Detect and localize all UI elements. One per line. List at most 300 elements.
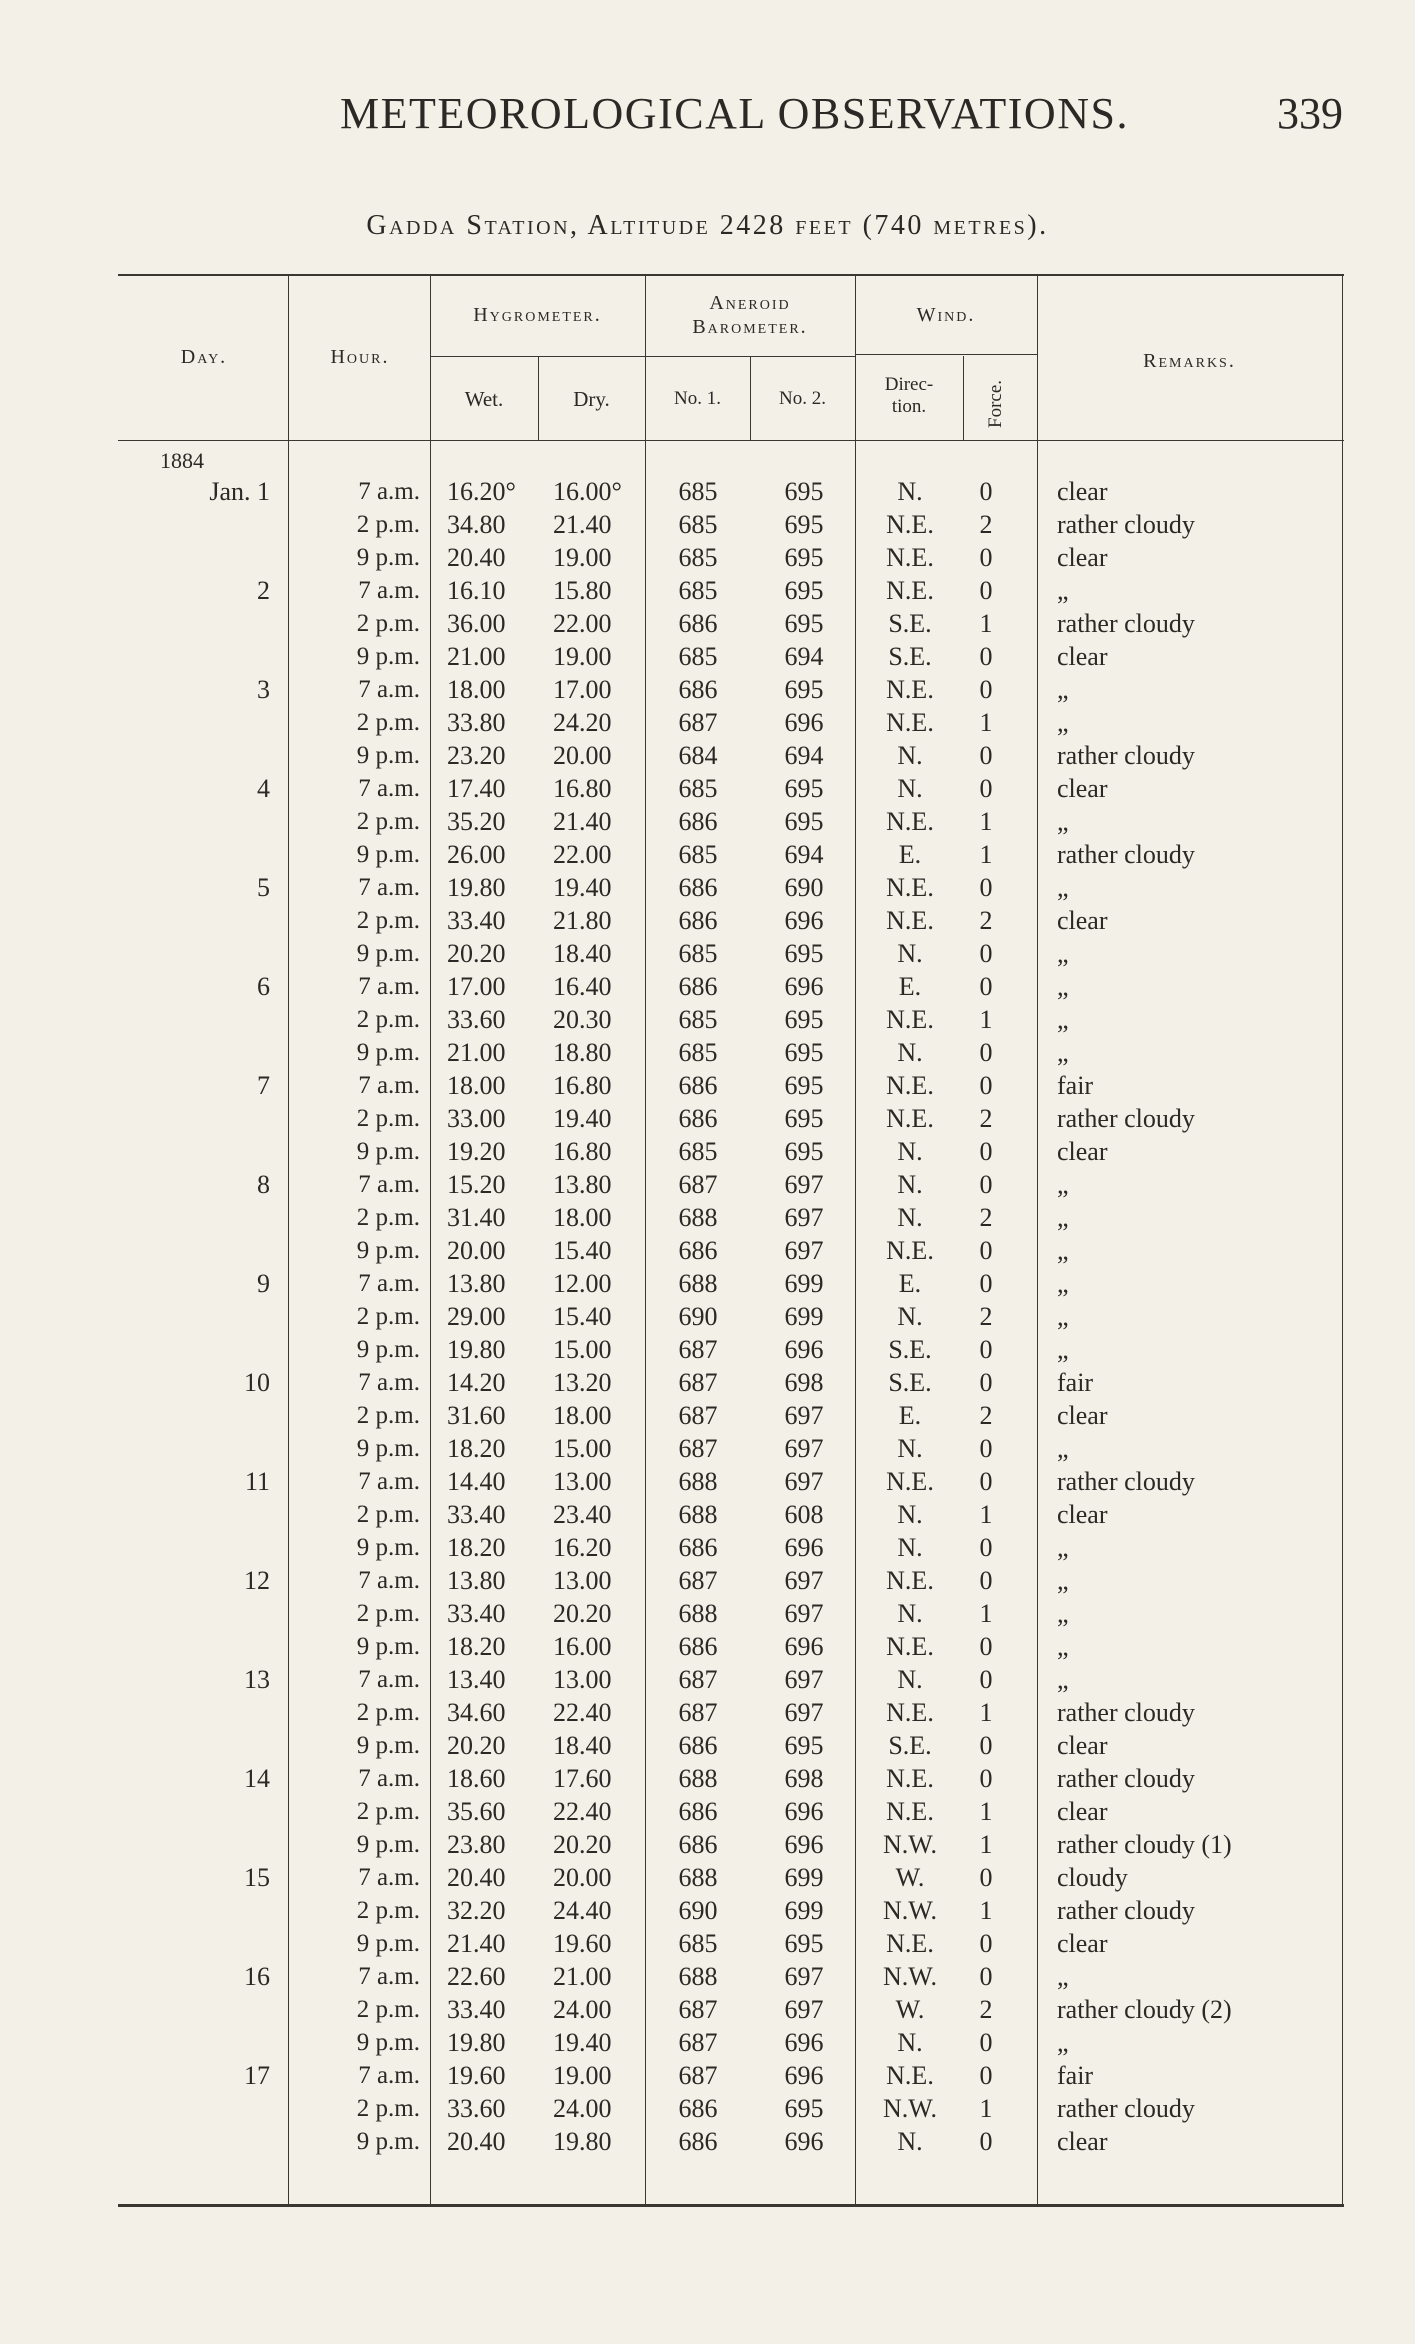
remarks-cell: clear (1057, 774, 1108, 803)
wind-force-cell: 2 (979, 510, 993, 539)
wind-direction-cell: N.E. (886, 2061, 934, 2090)
wind-force-cell: 2 (979, 1995, 993, 2024)
remarks-cell: clear (1057, 1731, 1108, 1760)
table-row (0, 1300, 1415, 1333)
wind-direction-cell: N. (897, 1203, 923, 1232)
remarks-cell: rather cloudy (1057, 2094, 1195, 2123)
wet-bulb-cell: 22.60 (447, 1962, 506, 1991)
wet-bulb-cell: 19.80 (447, 873, 506, 902)
wind-direction-cell: N. (897, 774, 923, 803)
day-cell: 14 (244, 1764, 270, 1793)
table-row (0, 1366, 1415, 1399)
wet-bulb-cell: 18.20 (447, 1632, 506, 1661)
hour-cell: 7 a.m. (358, 874, 420, 901)
barometer-no2-cell: 696 (784, 1632, 824, 1661)
barometer-no1-cell: 685 (678, 576, 718, 605)
wind-direction-cell: N.E. (886, 576, 934, 605)
day-cell (120, 1795, 270, 1828)
wind-direction-cell: N. (897, 2127, 923, 2156)
barometer-no1-cell: 685 (678, 1929, 718, 1958)
barometer-no2-cell: 695 (784, 1005, 824, 1034)
wet-bulb-cell: 26.00 (447, 840, 506, 869)
day-cell (120, 1597, 270, 1630)
barometer-no2-cell: 696 (784, 1335, 824, 1364)
wind-direction-cell: N. (897, 939, 923, 968)
wind-direction-cell: N.E. (886, 1698, 934, 1727)
wind-force-cell: 1 (979, 1797, 993, 1826)
barometer-no2-cell: 695 (784, 543, 824, 572)
wind-force-cell: 2 (979, 1401, 993, 1430)
dry-bulb-cell: 13.00 (553, 1566, 612, 1595)
table-row (0, 805, 1415, 838)
dry-bulb-cell: 16.20 (553, 1533, 612, 1562)
table-row (0, 1828, 1415, 1861)
wind-direction-cell: N. (897, 477, 923, 506)
wet-bulb-cell: 20.40 (447, 1863, 506, 1892)
barometer-no2-cell: 696 (784, 1830, 824, 1859)
barometer-no1-cell: 687 (678, 1434, 718, 1463)
barometer-no1-cell: 686 (678, 1533, 718, 1562)
header-wet: Wet. (464, 387, 504, 411)
wet-bulb-cell: 17.00 (447, 972, 506, 1001)
barometer-no2-cell: 694 (784, 840, 824, 869)
hour-cell: 7 a.m. (358, 1072, 420, 1099)
barometer-no1-cell: 686 (678, 972, 718, 1001)
wind-force-cell: 0 (979, 1269, 993, 1298)
wet-bulb-cell: 21.40 (447, 1929, 506, 1958)
day-cell (120, 541, 270, 574)
remarks-cell: „ (1057, 939, 1069, 968)
barometer-no1-cell: 688 (678, 1863, 718, 1892)
wind-force-cell: 0 (979, 1764, 993, 1793)
day-cell (120, 2092, 270, 2125)
running-title: METEOROLOGICAL OBSERVATIONS. (340, 89, 1129, 138)
day-cell (120, 1993, 270, 2026)
table-row (0, 1234, 1415, 1267)
wet-bulb-cell: 29.00 (447, 1302, 506, 1331)
wet-bulb-cell: 23.80 (447, 1830, 506, 1859)
day-cell (120, 1399, 270, 1432)
barometer-no2-cell: 698 (784, 1368, 824, 1397)
remarks-cell: clear (1057, 1401, 1108, 1430)
barometer-no2-cell: 697 (784, 1665, 824, 1694)
dry-bulb-cell: 20.30 (553, 1005, 612, 1034)
header-day: Day. (180, 346, 228, 368)
wind-direction-cell: N.E. (886, 807, 934, 836)
remarks-cell: clear (1057, 1500, 1108, 1529)
barometer-no1-cell: 686 (678, 2094, 718, 2123)
remarks-cell: fair (1057, 2061, 1094, 2090)
dry-bulb-cell: 15.40 (553, 1302, 612, 1331)
hour-cell: 9 p.m. (356, 2029, 420, 2056)
dry-bulb-cell: 21.00 (553, 1962, 612, 1991)
day-cell: 11 (244, 1467, 270, 1496)
remarks-cell: „ (1057, 1665, 1069, 1694)
remarks-cell: „ (1057, 1566, 1069, 1595)
wind-force-cell: 0 (979, 2061, 993, 2090)
wind-direction-cell: S.E. (888, 1335, 932, 1364)
table-row (0, 1399, 1415, 1432)
table-row (0, 1993, 1415, 2026)
dry-bulb-cell: 20.00 (553, 1863, 612, 1892)
hour-cell: 2 p.m. (356, 1204, 420, 1231)
hour-cell: 7 a.m. (358, 676, 420, 703)
wind-direction-cell: N.E. (886, 1071, 934, 1100)
wind-direction-cell: N.W. (883, 1896, 937, 1925)
wind-force-cell: 1 (979, 609, 993, 638)
barometer-no2-cell: 695 (784, 576, 824, 605)
day-cell (120, 1300, 270, 1333)
barometer-no1-cell: 688 (678, 1203, 718, 1232)
dry-bulb-cell: 20.20 (553, 1830, 612, 1859)
wind-direction-cell: N.W. (883, 1830, 937, 1859)
barometer-no2-cell: 697 (784, 1566, 824, 1595)
remarks-cell: clear (1057, 543, 1108, 572)
remarks-cell: clear (1057, 906, 1108, 935)
barometer-no2-cell: 696 (784, 708, 824, 737)
wind-force-cell: 1 (979, 807, 993, 836)
wind-direction-cell: W. (895, 1995, 925, 2024)
table-row (0, 607, 1415, 640)
barometer-no1-cell: 686 (678, 906, 718, 935)
hour-cell: 9 p.m. (356, 2128, 420, 2155)
hour-cell: 7 a.m. (358, 1171, 420, 1198)
hour-cell: 2 p.m. (356, 1501, 420, 1528)
day-cell (120, 1036, 270, 1069)
wind-direction-cell: N.E. (886, 1632, 934, 1661)
dry-bulb-cell: 24.00 (553, 2094, 612, 2123)
day-cell (120, 706, 270, 739)
wind-force-cell: 0 (979, 576, 993, 605)
hour-cell: 2 p.m. (356, 1699, 420, 1726)
barometer-no2-cell: 697 (784, 1401, 824, 1430)
barometer-no2-cell: 696 (784, 906, 824, 935)
dry-bulb-cell: 16.80 (553, 774, 612, 803)
wind-force-cell: 1 (979, 2094, 993, 2123)
table-row (0, 673, 1415, 706)
wet-bulb-cell: 19.60 (447, 2061, 506, 2090)
dry-bulb-cell: 17.60 (553, 1764, 612, 1793)
day-cell (120, 904, 270, 937)
day-cell: 15 (244, 1863, 270, 1892)
wet-bulb-cell: 19.20 (447, 1137, 506, 1166)
wind-force-cell: 0 (979, 642, 993, 671)
wet-bulb-cell: 33.40 (447, 1995, 506, 2024)
wind-direction-cell: S.E. (888, 1368, 932, 1397)
day-cell: 17 (244, 2061, 270, 2090)
table-row (0, 2092, 1415, 2125)
wind-force-cell: 0 (979, 1368, 993, 1397)
dry-bulb-cell: 12.00 (553, 1269, 612, 1298)
hour-cell: 2 p.m. (356, 1303, 420, 1330)
day-cell: Jan. 1 (209, 477, 270, 506)
remarks-cell: fair (1057, 1071, 1094, 1100)
year-label: 1884 (160, 448, 204, 473)
day-cell (120, 1531, 270, 1564)
barometer-no2-cell: 696 (784, 972, 824, 1001)
wet-bulb-cell: 35.20 (447, 807, 506, 836)
dry-bulb-cell: 19.80 (553, 2127, 612, 2156)
barometer-no1-cell: 687 (678, 1665, 718, 1694)
barometer-no1-cell: 687 (678, 1698, 718, 1727)
wind-direction-cell: N.E. (886, 675, 934, 704)
barometer-no1-cell: 686 (678, 1830, 718, 1859)
wet-bulb-cell: 13.80 (447, 1566, 506, 1595)
wet-bulb-cell: 20.40 (447, 2127, 506, 2156)
wind-force-cell: 0 (979, 1566, 993, 1595)
wet-bulb-cell: 18.00 (447, 675, 506, 704)
hour-cell: 9 p.m. (356, 841, 420, 868)
barometer-no2-cell: 699 (784, 1896, 824, 1925)
remarks-cell: rather cloudy (2) (1057, 1995, 1232, 2024)
dry-bulb-cell: 18.00 (553, 1401, 612, 1430)
wet-bulb-cell: 18.60 (447, 1764, 506, 1793)
table-row (0, 772, 1415, 805)
hour-cell: 7 a.m. (358, 577, 420, 604)
remarks-cell: „ (1057, 576, 1069, 605)
dry-bulb-cell: 16.40 (553, 972, 612, 1001)
remarks-cell: rather cloudy (1057, 609, 1195, 638)
remarks-cell: „ (1057, 1434, 1069, 1463)
wind-direction-cell: N. (897, 1137, 923, 1166)
barometer-no2-cell: 696 (784, 1533, 824, 1562)
day-cell: 16 (244, 1962, 270, 1991)
wet-bulb-cell: 33.40 (447, 906, 506, 935)
remarks-cell: „ (1057, 1599, 1069, 1628)
wind-force-cell: 0 (979, 1467, 993, 1496)
barometer-no1-cell: 687 (678, 708, 718, 737)
wind-direction-cell: N. (897, 741, 923, 770)
hour-cell: 2 p.m. (356, 907, 420, 934)
dry-bulb-cell: 23.40 (553, 1500, 612, 1529)
table-row (0, 871, 1415, 904)
barometer-no2-cell: 697 (784, 1467, 824, 1496)
barometer-no1-cell: 685 (678, 939, 718, 968)
barometer-no1-cell: 688 (678, 1269, 718, 1298)
barometer-no1-cell: 686 (678, 1632, 718, 1661)
day-cell (120, 2125, 270, 2158)
wet-bulb-cell: 13.40 (447, 1665, 506, 1694)
wet-bulb-cell: 18.00 (447, 1071, 506, 1100)
barometer-no2-cell: 695 (784, 1929, 824, 1958)
header-no2: No. 2. (779, 388, 826, 409)
hour-cell: 9 p.m. (356, 1237, 420, 1264)
wind-force-cell: 1 (979, 1896, 993, 1925)
barometer-no1-cell: 685 (678, 1005, 718, 1034)
hour-cell: 2 p.m. (356, 2095, 420, 2122)
day-cell (120, 1696, 270, 1729)
hour-cell: 2 p.m. (356, 1897, 420, 1924)
remarks-cell: cloudy (1057, 1863, 1128, 1892)
wind-direction-cell: E. (898, 1269, 922, 1298)
remarks-cell: rather cloudy (1057, 741, 1195, 770)
wind-direction-cell: N. (897, 1500, 923, 1529)
table-row (0, 1069, 1415, 1102)
wind-force-cell: 0 (979, 2028, 993, 2057)
remarks-cell: clear (1057, 642, 1108, 671)
barometer-no1-cell: 685 (678, 477, 718, 506)
day-cell: 9 (257, 1269, 270, 1298)
barometer-no2-cell: 697 (784, 1236, 824, 1265)
barometer-no2-cell: 697 (784, 1599, 824, 1628)
barometer-no2-cell: 698 (784, 1764, 824, 1793)
barometer-no1-cell: 686 (678, 1104, 718, 1133)
hour-cell: 2 p.m. (356, 1798, 420, 1825)
remarks-cell: rather cloudy (1057, 1467, 1195, 1496)
table-bottom-rule (118, 2204, 1344, 2207)
remarks-cell: „ (1057, 2028, 1069, 2057)
wind-direction-cell: E. (898, 840, 922, 869)
dry-bulb-cell: 17.00 (553, 675, 612, 704)
table-row (0, 1102, 1415, 1135)
remarks-cell: „ (1057, 873, 1069, 902)
day-cell (120, 1201, 270, 1234)
wind-direction-cell: N.E. (886, 1005, 934, 1034)
table-row (0, 904, 1415, 937)
day-cell (120, 1234, 270, 1267)
wet-bulb-cell: 33.60 (447, 1005, 506, 1034)
dry-bulb-cell: 18.80 (553, 1038, 612, 1067)
wet-bulb-cell: 20.20 (447, 1731, 506, 1760)
page-header (0, 88, 1415, 148)
barometer-no1-cell: 686 (678, 675, 718, 704)
barometer-no2-cell: 695 (784, 477, 824, 506)
barometer-no1-cell: 685 (678, 774, 718, 803)
table-row (0, 2125, 1415, 2158)
remarks-cell: „ (1057, 708, 1069, 737)
table-row (0, 1168, 1415, 1201)
wind-force-cell: 0 (979, 1731, 993, 1760)
hour-cell: 7 a.m. (358, 1666, 420, 1693)
hour-cell: 9 p.m. (356, 1633, 420, 1660)
day-cell (120, 805, 270, 838)
barometer-no1-cell: 686 (678, 1731, 718, 1760)
wet-bulb-cell: 32.20 (447, 1896, 506, 1925)
wind-direction-cell: N.E. (886, 1566, 934, 1595)
day-cell (120, 1333, 270, 1366)
wind-direction-cell: N. (897, 1038, 923, 1067)
day-cell (120, 2026, 270, 2059)
dry-bulb-cell: 19.00 (553, 543, 612, 572)
day-cell: 3 (257, 675, 270, 704)
table-row (0, 1432, 1415, 1465)
day-cell (120, 1828, 270, 1861)
wind-direction-cell: N.E. (886, 1929, 934, 1958)
table-row (0, 1003, 1415, 1036)
table-row (0, 2059, 1415, 2092)
wind-direction-cell: N. (897, 2028, 923, 2057)
wind-direction-cell: N.E. (886, 543, 934, 572)
wet-bulb-cell: 23.20 (447, 741, 506, 770)
table-row (0, 937, 1415, 970)
table-row (0, 1861, 1415, 1894)
dry-bulb-cell: 19.00 (553, 2061, 612, 2090)
barometer-no1-cell: 685 (678, 1137, 718, 1166)
wind-direction-cell: N.W. (883, 1962, 937, 1991)
barometer-no1-cell: 685 (678, 1038, 718, 1067)
table-row (0, 574, 1415, 607)
page-number: 339 (1277, 89, 1343, 138)
dry-bulb-cell: 13.20 (553, 1368, 612, 1397)
hour-cell: 2 p.m. (356, 1006, 420, 1033)
table-row (0, 1927, 1415, 1960)
day-cell: 13 (244, 1665, 270, 1694)
dry-bulb-cell: 13.80 (553, 1170, 612, 1199)
dry-bulb-cell: 24.20 (553, 708, 612, 737)
wet-bulb-cell: 19.80 (447, 2028, 506, 2057)
wet-bulb-cell: 14.20 (447, 1368, 506, 1397)
header-dry: Dry. (573, 387, 610, 411)
remarks-cell: „ (1057, 1203, 1069, 1232)
table-row (0, 1630, 1415, 1663)
remarks-cell: „ (1057, 1269, 1069, 1298)
barometer-no2-cell: 690 (784, 873, 824, 902)
column-divider (963, 356, 964, 440)
wind-force-cell: 1 (979, 1830, 993, 1859)
day-cell (120, 1729, 270, 1762)
barometer-no2-cell: 696 (784, 2028, 824, 2057)
wind-direction-cell: N.W. (883, 2094, 937, 2123)
barometer-no1-cell: 685 (678, 510, 718, 539)
day-cell (120, 1498, 270, 1531)
barometer-no2-cell: 695 (784, 1731, 824, 1760)
barometer-no2-cell: 697 (784, 1203, 824, 1232)
barometer-no1-cell: 688 (678, 1599, 718, 1628)
day-cell (120, 1927, 270, 1960)
barometer-no1-cell: 687 (678, 1368, 718, 1397)
dry-bulb-cell: 15.00 (553, 1335, 612, 1364)
barometer-no1-cell: 688 (678, 1962, 718, 1991)
wet-bulb-cell: 14.40 (447, 1467, 506, 1496)
table-row (0, 508, 1415, 541)
hour-cell: 9 p.m. (356, 1831, 420, 1858)
barometer-no2-cell: 696 (784, 2127, 824, 2156)
wet-bulb-cell: 34.80 (447, 510, 506, 539)
wind-direction-cell: N.E. (886, 1236, 934, 1265)
wet-bulb-cell: 15.20 (447, 1170, 506, 1199)
wind-direction-cell: N.E. (886, 510, 934, 539)
wind-direction-cell: N. (897, 1434, 923, 1463)
wet-bulb-cell: 33.60 (447, 2094, 506, 2123)
barometer-no1-cell: 687 (678, 2028, 718, 2057)
wind-direction-cell: N. (897, 1170, 923, 1199)
barometer-no1-cell: 687 (678, 1170, 718, 1199)
wet-bulb-cell: 21.00 (447, 642, 506, 671)
dry-bulb-cell: 20.00 (553, 741, 612, 770)
wind-force-cell: 0 (979, 1665, 993, 1694)
day-cell (120, 838, 270, 871)
header-hygrometer: Hygrometer. (473, 304, 602, 326)
day-cell: 6 (257, 972, 270, 1001)
remarks-cell: „ (1057, 675, 1069, 704)
dry-bulb-cell: 24.00 (553, 1995, 612, 2024)
barometer-no1-cell: 686 (678, 1797, 718, 1826)
wind-direction-cell: N.E. (886, 708, 934, 737)
wind-force-cell: 0 (979, 2127, 993, 2156)
wind-direction-cell: W. (895, 1863, 925, 1892)
wet-bulb-cell: 33.80 (447, 708, 506, 737)
barometer-no1-cell: 688 (678, 1764, 718, 1793)
wet-bulb-cell: 20.20 (447, 939, 506, 968)
hour-cell: 9 p.m. (356, 643, 420, 670)
day-cell: 7 (257, 1071, 270, 1100)
wind-force-cell: 2 (979, 1104, 993, 1133)
wind-force-cell: 1 (979, 1500, 993, 1529)
barometer-no2-cell: 697 (784, 1170, 824, 1199)
day-cell: 2 (257, 576, 270, 605)
wet-bulb-cell: 13.80 (447, 1269, 506, 1298)
wet-bulb-cell: 33.40 (447, 1500, 506, 1529)
